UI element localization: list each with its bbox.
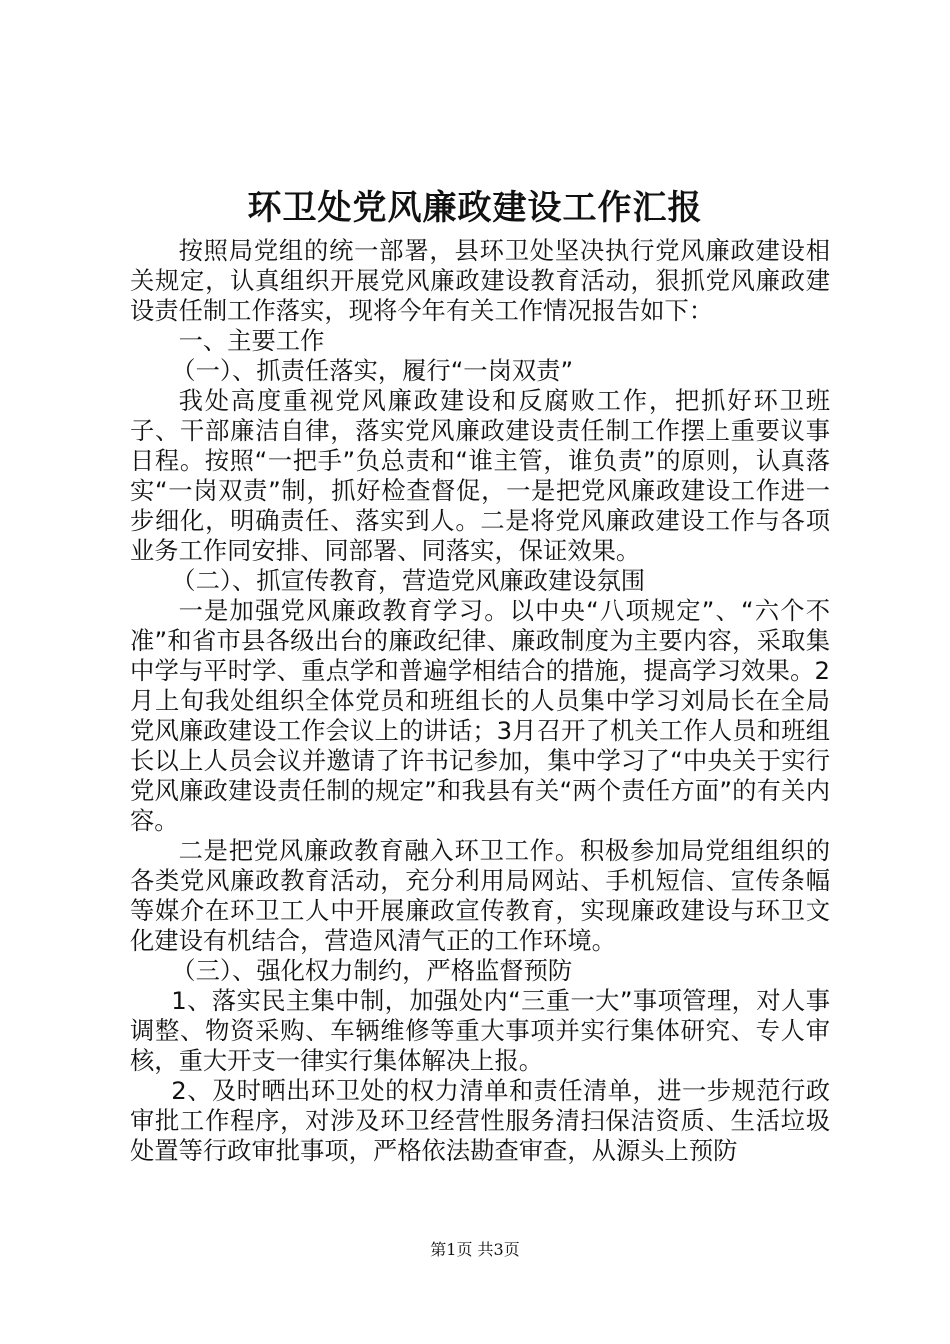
intro-paragraph: 按照局党组的统一部署，县环卫处坚决执行党风廉政建设相关规定，认真组织开展党风廉政建设教育活动，狠抓党风廉政建设责任制工作落实，现将今年有关工作情况报告如下：	[130, 236, 830, 325]
paragraph-responsibility: 我处高度重视党风廉政建设和反腐败工作，把抓好环卫班子、干部廉洁自律，落实党风廉政建设责任制工作摆上重要议事日程。按照“一把手”负总责和“谁主管，谁负责”的原则，认真落实“一岗双责”制，抓好检查督促，一是把党风廉政建设工作进一步细化，明确责任、落实到人。二是将党风廉政建设工作与各项业务工作同安排、同部署、同落实，保证效果。	[130, 386, 830, 565]
document-body	[130, 236, 830, 1166]
document-title: 环卫处党风廉政建设工作汇报	[247, 188, 703, 228]
paragraph-education-1: 一是加强党风廉政教育学习。以中央“八项规定”、“六个不准”和省市县各级出台的廉政纪律、廉政制度为主要内容，采取集中学与平时学、重点学和普遍学相结合的措施，提高学习效果。2月上旬我处组织全体党员和班组长的人员集中学习刘局长在全局党风廉政建设工作会议上的讲话；3月召开了机关工作人员和班组长以上人员会议并邀请了许书记参加，集中学习了“中央关于实行党风廉政建设责任制的规定”和我县有关“两个责任方面”的有关内容。	[130, 596, 830, 835]
section-heading-main-work: 一、主要工作	[178, 326, 325, 355]
subsection-heading-2: （二）、抓宣传教育，营造党风廉政建设氛围	[171, 566, 646, 595]
subsection-heading-1: （一）、抓责任落实，履行“一岗双责”	[171, 356, 574, 385]
page-footer: 第1页 共3页	[430, 1240, 520, 1259]
subsection-heading-3: （三）、强化权力制约，严格监督预防	[171, 956, 573, 985]
paragraph-supervision-1: 1、落实民主集中制，加强处内“三重一大”事项管理，对人事调整、物资采购、车辆维修等重大事项并实行集体研究、专人审核，重大开支一律实行集体解决上报。	[130, 986, 830, 1075]
paragraph-education-2: 二是把党风廉政教育融入环卫工作。积极参加局党组组织的各类党风廉政教育活动，充分利用局网站、手机短信、宣传条幅等媒介在环卫工人中开展廉政宣传教育，实现廉政建设与环卫文化建设有机结合，营造风清气正的工作环境。	[130, 836, 830, 955]
paragraph-supervision-2: 2、及时晒出环卫处的权力清单和责任清单，进一步规范行政审批工作程序，对涉及环卫经营性服务清扫保洁资质、生活垃圾处置等行政审批事项，严格依法勘查审查，从源头上预防	[130, 1076, 830, 1165]
